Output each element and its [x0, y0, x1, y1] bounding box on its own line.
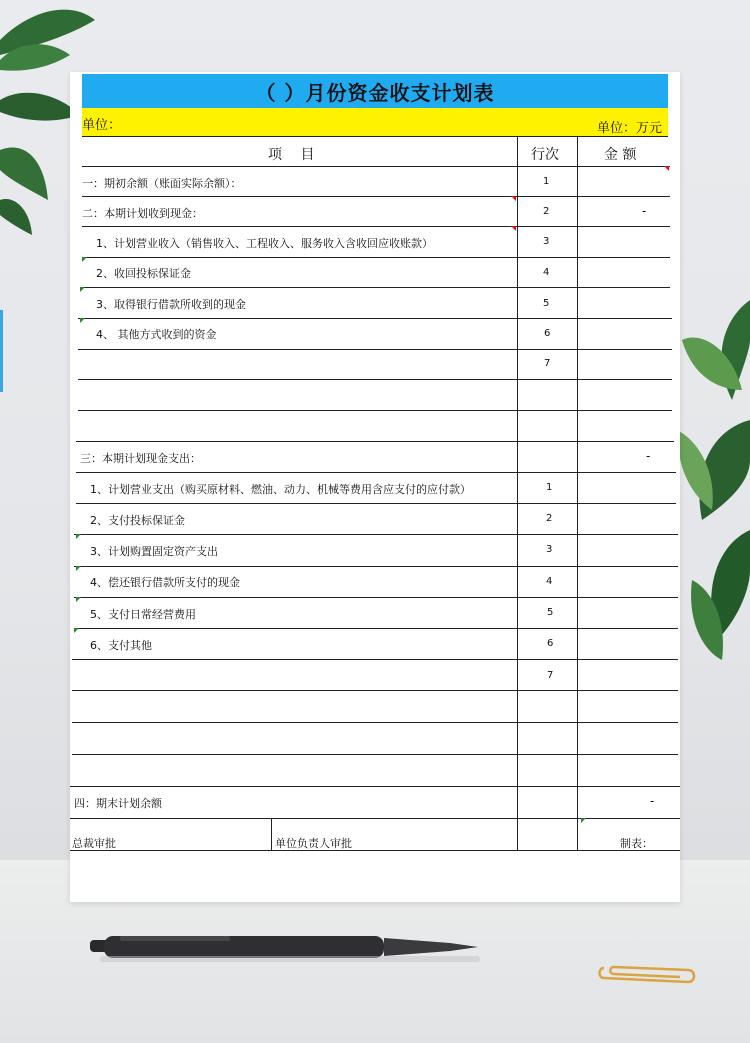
spreadsheet-page — [70, 72, 680, 902]
section3-label: 三：本期计划现金支出： — [80, 452, 201, 465]
grid-line — [76, 472, 676, 473]
plant-leaves-right-icon — [672, 280, 750, 700]
expense-item: 1、计划营业支出（购买原材料、燃油、动力、机械等费用含应支付的应付款） — [90, 483, 471, 496]
row-number: 4 — [543, 267, 550, 278]
amount-value: - — [650, 794, 655, 808]
header-amount: 金 额 — [604, 147, 637, 163]
row-number: 6 — [547, 638, 554, 649]
grid-line — [517, 136, 518, 850]
grid-line — [76, 503, 676, 504]
prepared-by-label: 制表： — [620, 837, 653, 850]
note-marker-icon — [76, 597, 81, 602]
expense-item: 3、计划购置固定资产支出 — [90, 545, 218, 558]
blue-edge-marker — [0, 310, 3, 392]
grid-line — [74, 597, 678, 598]
note-marker-icon — [80, 287, 85, 292]
header-row-no: 行次 — [531, 147, 559, 163]
paperclip-icon — [596, 958, 700, 988]
row-number: 3 — [543, 236, 550, 247]
comment-marker-icon — [664, 166, 669, 171]
form-title: （ ）月份资金收支计划表 — [82, 74, 668, 108]
unit-right-label: 单位：万元 — [596, 121, 662, 136]
note-marker-icon — [82, 257, 87, 262]
header-item: 项 目 — [268, 147, 315, 163]
note-marker-icon — [74, 628, 79, 633]
grid-line — [82, 257, 670, 258]
row-number: 1 — [546, 482, 553, 493]
section4-label: 四：期末计划余额 — [74, 797, 162, 810]
grid-line — [74, 628, 678, 629]
approve-unit-label: 单位负责人审批 — [275, 837, 352, 850]
grid-line — [74, 534, 678, 535]
comment-marker-icon — [511, 196, 516, 201]
income-item: 2、收回投标保证金 — [96, 267, 191, 280]
row-number: 1 — [543, 176, 550, 187]
grid-line — [70, 818, 680, 819]
note-marker-icon — [76, 534, 81, 539]
grid-line — [78, 349, 672, 350]
row-number: 3 — [546, 544, 553, 555]
grid-line — [70, 786, 680, 787]
grid-line — [82, 226, 670, 227]
expense-item: 2、支付投标保证金 — [90, 514, 185, 527]
grid-line — [82, 287, 670, 288]
grid-line — [72, 659, 678, 660]
income-item: 4、 其他方式收到的资金 — [96, 328, 217, 341]
note-marker-icon — [80, 318, 85, 323]
section2-label: 二：本期计划收到现金： — [82, 207, 203, 220]
row-number: 7 — [544, 358, 551, 369]
grid-line — [82, 136, 668, 137]
expense-item: 5、支付日常经营费用 — [90, 608, 196, 621]
grid-line — [82, 166, 670, 167]
grid-line — [76, 441, 674, 442]
unit-left-label: 单位： — [82, 118, 122, 133]
grid-line — [72, 690, 678, 691]
income-item: 3、取得银行借款所收到的现金 — [96, 298, 246, 311]
grid-line — [271, 818, 272, 850]
row-number: 4 — [546, 576, 553, 587]
grid-line — [74, 566, 678, 567]
row-number: 2 — [546, 513, 553, 524]
row-number: 5 — [547, 607, 554, 618]
expense-item: 6、支付其他 — [90, 639, 152, 652]
expense-item: 4、偿还银行借款所支付的现金 — [90, 576, 240, 589]
pen-icon — [90, 930, 482, 966]
grid-line — [72, 722, 678, 723]
row-number: 6 — [544, 328, 551, 339]
note-marker-icon — [581, 818, 586, 823]
grid-line — [72, 754, 678, 755]
approve-ceo-label: 总裁审批 — [72, 837, 116, 850]
grid-line — [78, 318, 672, 319]
amount-value: - — [646, 449, 651, 463]
grid-line — [70, 850, 680, 851]
row-number: 2 — [543, 206, 550, 217]
income-item: 1、计划营业收入（销售收入、工程收入、服务收入含收回应收账款） — [96, 237, 433, 250]
row-number: 7 — [547, 670, 554, 681]
section1-label: 一：期初余额（账面实际余额）： — [82, 177, 242, 190]
comment-marker-icon — [511, 226, 516, 231]
grid-line — [577, 136, 578, 850]
grid-line — [78, 410, 672, 411]
grid-line — [78, 379, 672, 380]
grid-line — [82, 196, 670, 197]
amount-value: - — [642, 204, 647, 218]
note-marker-icon — [76, 566, 81, 571]
row-number: 5 — [543, 298, 550, 309]
unit-bar — [82, 108, 668, 136]
